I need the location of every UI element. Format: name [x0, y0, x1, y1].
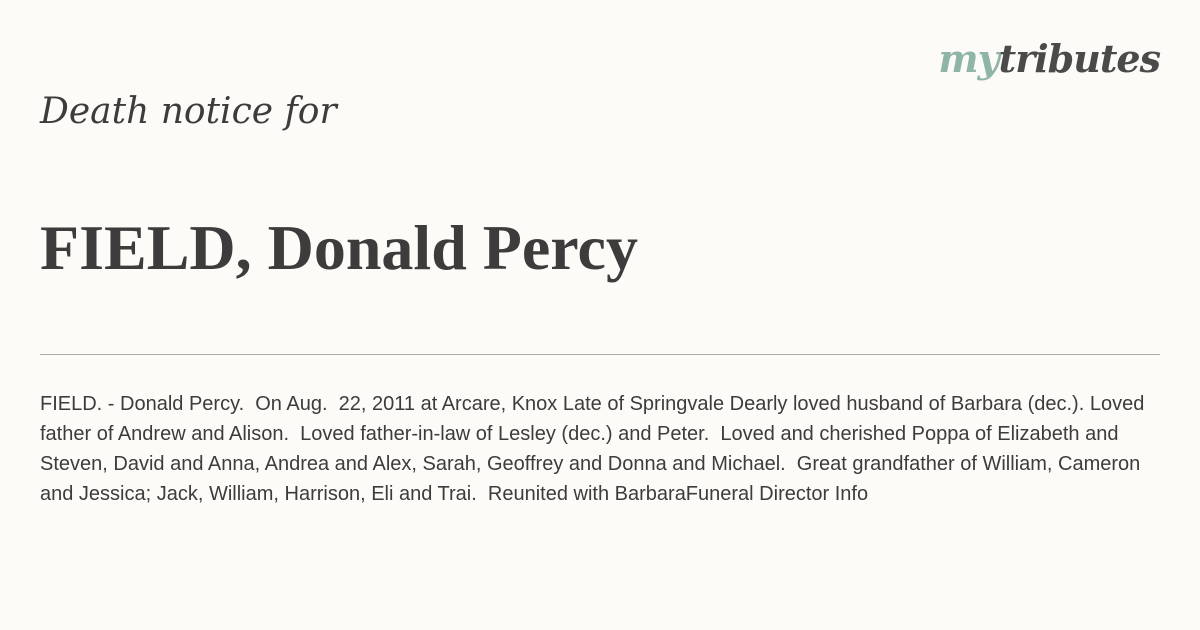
section-divider: [40, 354, 1160, 355]
logo-my-text: my: [938, 36, 999, 81]
logo-tributes-text: tributes: [998, 36, 1160, 81]
deceased-name-heading: FIELD, Donald Percy: [40, 212, 638, 283]
mytributes-logo: [938, 36, 1160, 82]
death-notice-kicker: Death notice for: [40, 91, 337, 132]
notice-body-text: FIELD. - Donald Percy. On Aug. 22, 2011 at Arcare, Knox Late of Springvale Dearly loved husband of Barbara (dec.). Loved father of Andrew and Alison. Loved father-in-law of Lesley (dec.) and Peter. Loved and cherished Poppa of Elizabeth and Steven, David and Anna, Andrea and Alex, Sarah, Geoffrey and Donna and Michael. Great grandfather of William, Cameron and Jessica; Jack, William, Harrison, Eli and Trai. Reunited with BarbaraFuneral Director Info: [40, 393, 1150, 505]
